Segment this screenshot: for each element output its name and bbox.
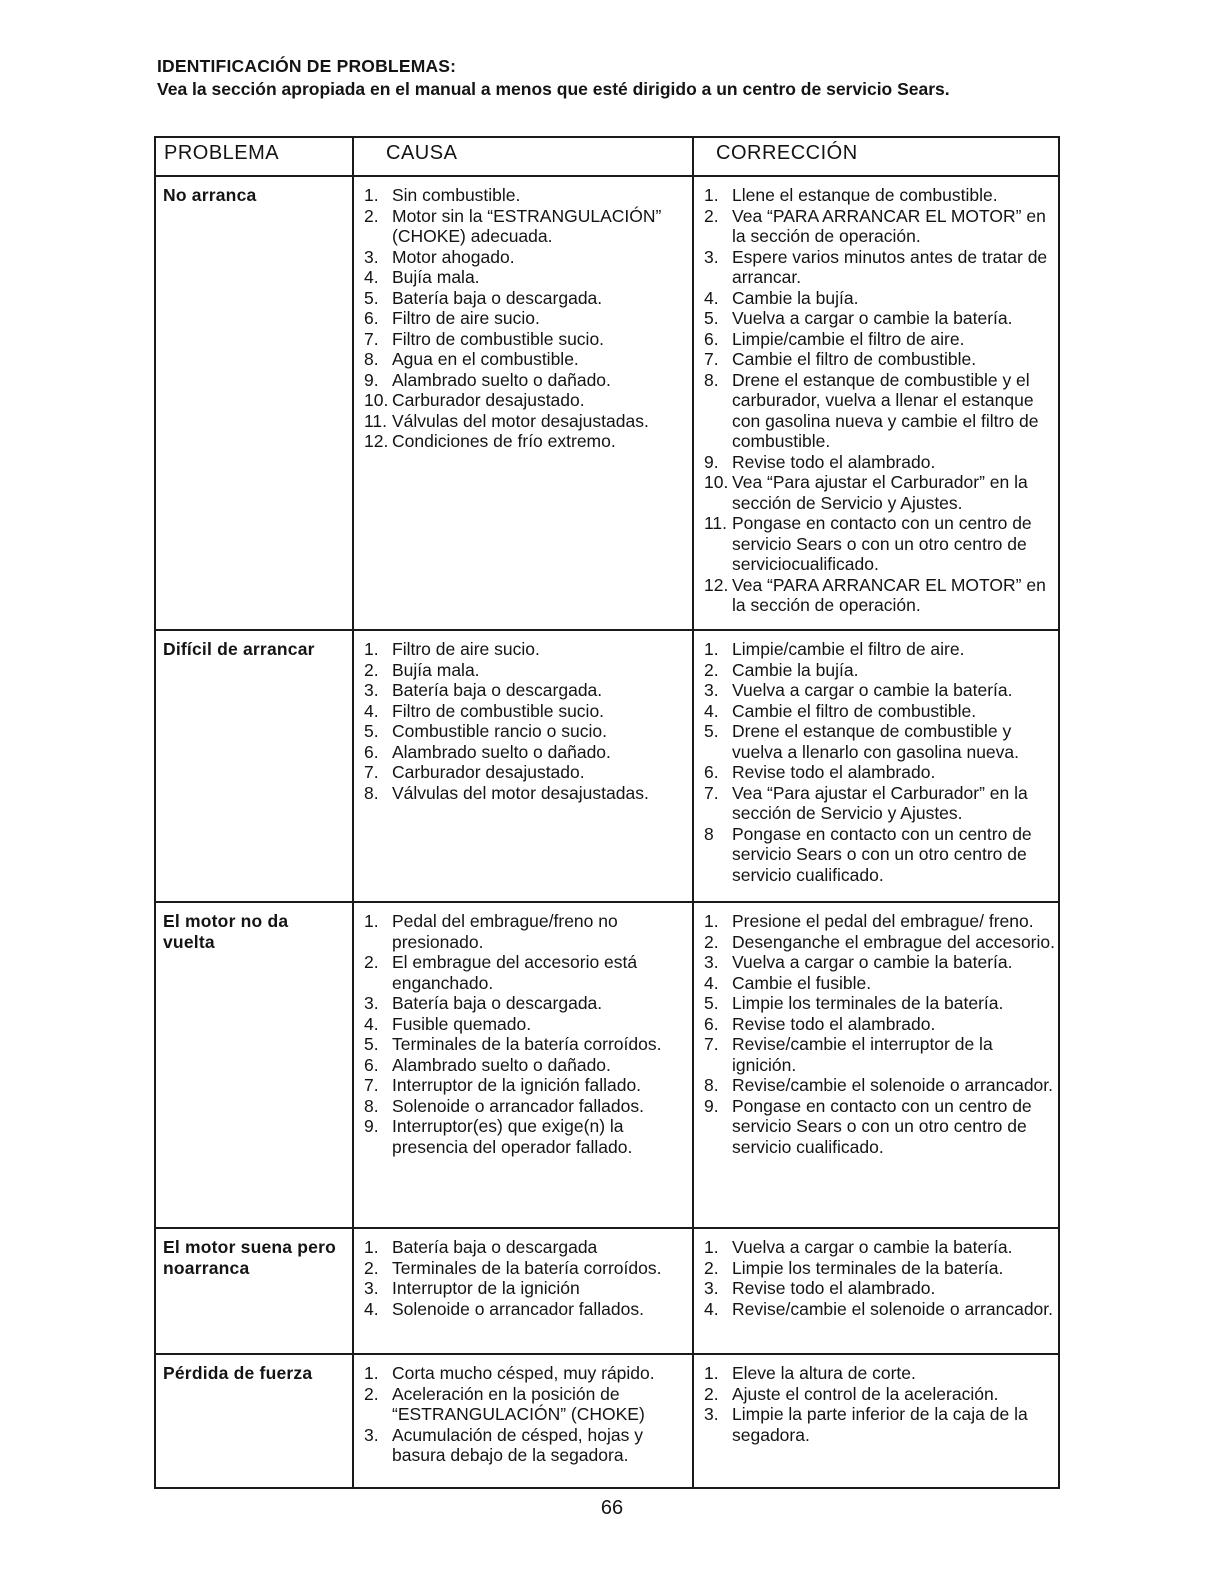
correction-item bbox=[704, 370, 1056, 452]
item-text: Filtro de aire sucio. bbox=[392, 308, 540, 328]
correction-item bbox=[704, 973, 1056, 994]
cause-item bbox=[364, 1075, 690, 1096]
correction-item bbox=[704, 1278, 1056, 1299]
item-text: Vuelva a cargar o cambie la batería. bbox=[732, 680, 1013, 700]
correction-item bbox=[704, 308, 1056, 329]
item-number: 2. bbox=[364, 952, 379, 972]
cause-cell bbox=[353, 176, 693, 630]
correction-item bbox=[704, 824, 1056, 886]
cause-item bbox=[364, 952, 690, 993]
item-number: 12. bbox=[704, 574, 729, 595]
item-text: Motor ahogado. bbox=[392, 246, 515, 267]
item-text: Batería baja o descargada. bbox=[392, 993, 603, 1013]
item-text: Revise/cambie el interruptor de la ignición. bbox=[732, 1034, 993, 1075]
item-text: Cambie la bujía. bbox=[732, 287, 859, 308]
item-number: 3. bbox=[704, 952, 719, 972]
header-cause: CAUSA bbox=[353, 137, 693, 176]
item-number: 11. bbox=[364, 410, 388, 431]
problem-cell: No arranca bbox=[155, 176, 353, 630]
item-text: Agua en el combustible. bbox=[392, 349, 579, 369]
cause-cell bbox=[353, 902, 693, 1228]
item-text: Batería baja o descargada. bbox=[392, 287, 603, 308]
item-text: Batería baja o descargada. bbox=[392, 680, 603, 700]
correction-item bbox=[704, 911, 1056, 932]
item-number: 1. bbox=[704, 185, 719, 205]
correction-item bbox=[704, 762, 1056, 783]
item-text: Llene el estanque de combustible. bbox=[732, 185, 998, 205]
item-number: 2. bbox=[704, 1257, 719, 1278]
item-text: Carburador desajustado. bbox=[392, 390, 585, 410]
item-number: 2. bbox=[704, 1383, 719, 1404]
cause-item bbox=[364, 206, 690, 247]
item-text: Interruptor de la ignición bbox=[392, 1278, 580, 1298]
cause-item bbox=[364, 329, 690, 350]
cause-item bbox=[364, 1384, 690, 1425]
cause-item bbox=[364, 1014, 690, 1035]
item-text: Revise todo el alambrado. bbox=[732, 1013, 936, 1034]
table-row bbox=[155, 1354, 1059, 1488]
item-text: Limpie los terminales de la batería. bbox=[732, 1257, 1004, 1278]
cause-item bbox=[364, 247, 690, 268]
item-text: Vuelva a cargar o cambie la batería. bbox=[732, 952, 1013, 972]
item-number: 1. bbox=[704, 1363, 719, 1383]
correction-item bbox=[704, 349, 1056, 370]
item-text: Filtro de combustible sucio. bbox=[392, 700, 605, 721]
item-text: Pongase en contacto con un centro de servicio Sears o con un otro centro de servicio cualificado. bbox=[732, 823, 1032, 885]
cause-cell bbox=[353, 1228, 693, 1354]
correction-item bbox=[704, 783, 1056, 824]
correction-item bbox=[704, 513, 1056, 575]
cause-item bbox=[364, 1055, 690, 1076]
item-text: Bujía mala. bbox=[392, 659, 480, 680]
item-text: Alambrado suelto o dañado. bbox=[392, 741, 611, 762]
item-number: 2. bbox=[704, 659, 719, 680]
correction-item bbox=[704, 701, 1056, 722]
cause-item bbox=[364, 993, 690, 1014]
item-number: 1. bbox=[704, 1237, 719, 1257]
correction-item bbox=[704, 1384, 1056, 1405]
item-number: 1. bbox=[364, 1237, 379, 1257]
cause-item bbox=[364, 1258, 690, 1279]
item-number: 3. bbox=[704, 246, 719, 267]
item-number: 4. bbox=[364, 267, 379, 287]
item-number: 3. bbox=[364, 246, 379, 267]
item-number: 7. bbox=[364, 762, 379, 782]
item-text: Interruptor de la ignición fallado. bbox=[392, 1075, 642, 1095]
correction-item bbox=[704, 206, 1056, 247]
cause-item bbox=[364, 390, 690, 411]
problem-cell: El motor no da vuelta bbox=[155, 902, 353, 1228]
item-number: 1. bbox=[704, 639, 719, 659]
item-text: Batería baja o descargada bbox=[392, 1237, 598, 1257]
item-number: 1. bbox=[364, 1363, 379, 1383]
correction-cell bbox=[693, 176, 1059, 630]
item-text: Vea “Para ajustar el Carburador” en la sección de Servicio y Ajustes. bbox=[732, 782, 1028, 823]
item-text: Vea “PARA ARRANCAR EL MOTOR” en la sección de operación. bbox=[732, 574, 1046, 615]
problem-cell: El motor suena pero noarranca bbox=[155, 1228, 353, 1354]
item-number: 10. bbox=[364, 390, 389, 410]
table-row bbox=[155, 630, 1059, 902]
table-row bbox=[155, 902, 1059, 1228]
correction-item bbox=[704, 452, 1056, 473]
cause-item bbox=[364, 660, 690, 681]
item-number: 2. bbox=[704, 931, 719, 952]
correction-item bbox=[704, 1299, 1056, 1320]
cause-item bbox=[364, 1237, 690, 1258]
item-text: Cambie el filtro de combustible. bbox=[732, 700, 977, 721]
item-number: 5. bbox=[704, 721, 719, 741]
item-number: 4. bbox=[364, 1013, 379, 1034]
correction-item bbox=[704, 1096, 1056, 1158]
correction-cell bbox=[693, 902, 1059, 1228]
correction-item bbox=[704, 288, 1056, 309]
cause-item bbox=[364, 1278, 690, 1299]
item-number: 9. bbox=[364, 369, 379, 390]
item-number: 8. bbox=[364, 782, 379, 803]
item-number: 2. bbox=[364, 659, 379, 680]
correction-item bbox=[704, 932, 1056, 953]
item-number: 6. bbox=[704, 762, 719, 782]
item-text: Espere varios minutos antes de tratar de arrancar. bbox=[732, 246, 1048, 287]
cause-item bbox=[364, 411, 690, 432]
cause-item bbox=[364, 1425, 690, 1466]
header-correction: CORRECCIÓN bbox=[693, 137, 1059, 176]
item-text: Vuelva a cargar o cambie la batería. bbox=[732, 1237, 1013, 1257]
item-text: Cambie el filtro de combustible. bbox=[732, 349, 977, 369]
cause-item bbox=[364, 783, 690, 804]
item-text: Vea “Para ajustar el Carburador” en la sección de Servicio y Ajustes. bbox=[732, 472, 1028, 513]
item-number: 9. bbox=[704, 1095, 719, 1116]
cause-item bbox=[364, 1116, 690, 1157]
cause-item bbox=[364, 742, 690, 763]
item-text: Revise/cambie el solenoide o arrancador. bbox=[732, 1298, 1054, 1319]
table-row bbox=[155, 1228, 1059, 1354]
cause-item bbox=[364, 185, 690, 206]
item-number: 3. bbox=[704, 680, 719, 700]
item-number: 5. bbox=[704, 308, 719, 328]
correction-item bbox=[704, 1404, 1056, 1445]
item-number: 6. bbox=[704, 1013, 719, 1034]
item-number: 7. bbox=[704, 782, 719, 803]
item-text: Alambrado suelto o dañado. bbox=[392, 369, 611, 390]
correction-item bbox=[704, 1237, 1056, 1258]
item-text: Pongase en contacto con un centro de servicio Sears o con un otro centro de servicio cualificado. bbox=[732, 1095, 1032, 1157]
correction-item bbox=[704, 952, 1056, 973]
item-text: Pongase en contacto con un centro de servicio Sears o con un otro centro de serviciocualificado. bbox=[732, 513, 1032, 574]
item-text: Alambrado suelto o dañado. bbox=[392, 1054, 611, 1075]
correction-cell bbox=[693, 1354, 1059, 1488]
item-number: 3. bbox=[364, 680, 379, 700]
item-number: 6. bbox=[364, 1054, 379, 1075]
item-number: 8. bbox=[704, 1075, 719, 1095]
cause-item bbox=[364, 267, 690, 288]
problem-cell: Pérdida de fuerza bbox=[155, 1354, 353, 1488]
item-text: Vuelva a cargar o cambie la batería. bbox=[732, 308, 1013, 328]
correction-cell bbox=[693, 630, 1059, 902]
item-number: 7. bbox=[704, 1034, 719, 1054]
item-number: 9. bbox=[704, 451, 719, 472]
cause-item bbox=[364, 349, 690, 370]
item-text: El embrague del accesorio está enganchado. bbox=[392, 952, 638, 993]
cause-item bbox=[364, 680, 690, 701]
cause-cell bbox=[353, 1354, 693, 1488]
cause-item bbox=[364, 370, 690, 391]
cause-item bbox=[364, 639, 690, 660]
item-text: Bujía mala. bbox=[392, 267, 480, 287]
item-text: Interruptor(es) que exige(n) la presencia del operador fallado. bbox=[392, 1116, 633, 1157]
troubleshooting-table bbox=[154, 136, 1060, 1489]
item-text: Terminales de la batería corroídos. bbox=[392, 1257, 662, 1278]
item-number: 8. bbox=[364, 1095, 379, 1116]
item-number: 3. bbox=[364, 993, 379, 1013]
item-number: 6. bbox=[364, 741, 379, 762]
item-text: Aceleración en la posición de “ESTRANGULACIÓN” (CHOKE) bbox=[392, 1383, 645, 1424]
item-number: 5. bbox=[364, 1034, 379, 1054]
item-text: Fusible quemado. bbox=[392, 1013, 532, 1034]
item-number: 2. bbox=[364, 205, 379, 226]
correction-item bbox=[704, 329, 1056, 350]
item-number: 8. bbox=[704, 369, 719, 390]
item-number: 6. bbox=[704, 328, 719, 349]
item-text: Cambie el fusible. bbox=[732, 972, 872, 993]
item-number: 2. bbox=[364, 1257, 379, 1278]
item-text: Válvulas del motor desajustadas. bbox=[392, 410, 649, 431]
item-number: 4. bbox=[704, 700, 719, 721]
page-number: 66 bbox=[600, 1497, 624, 1519]
table-row bbox=[155, 176, 1059, 630]
correction-item bbox=[704, 660, 1056, 681]
item-text: Corta mucho césped, muy rápido. bbox=[392, 1363, 655, 1383]
correction-item bbox=[704, 1363, 1056, 1384]
item-number: 3. bbox=[364, 1424, 379, 1445]
item-number: 3. bbox=[704, 1278, 719, 1298]
problem-cell: Difícil de arrancar bbox=[155, 630, 353, 902]
item-number: 4. bbox=[704, 287, 719, 308]
item-number: 7. bbox=[364, 1075, 379, 1095]
item-text: Desenganche el embrague del accesorio. bbox=[732, 931, 1055, 952]
item-text: Revise todo el alambrado. bbox=[732, 762, 936, 782]
item-number: 1. bbox=[364, 639, 379, 659]
cause-item bbox=[364, 721, 690, 742]
item-text: Revise/cambie el solenoide o arrancador. bbox=[732, 1075, 1054, 1095]
item-number: 8 bbox=[704, 823, 714, 844]
cause-item bbox=[364, 1096, 690, 1117]
item-number: 2. bbox=[364, 1383, 379, 1404]
correction-item bbox=[704, 993, 1056, 1014]
item-text: Solenoide o arrancador fallados. bbox=[392, 1298, 644, 1319]
item-number: 10. bbox=[704, 472, 729, 492]
item-number: 4. bbox=[704, 1298, 719, 1319]
correction-item bbox=[704, 472, 1056, 513]
cause-item bbox=[364, 308, 690, 329]
item-text: Limpie/cambie el filtro de aire. bbox=[732, 639, 965, 659]
correction-item bbox=[704, 1075, 1056, 1096]
item-text: Drene el estanque de combustible y vuelva a llenarlo con gasolina nueva. bbox=[732, 721, 1019, 762]
table-header-row bbox=[155, 137, 1059, 176]
item-number: 4. bbox=[364, 1298, 379, 1319]
correction-item bbox=[704, 247, 1056, 288]
section-title: IDENTIFICACIÓN DE PROBLEMAS: bbox=[157, 56, 457, 76]
item-number: 1. bbox=[704, 911, 719, 931]
cause-item bbox=[364, 762, 690, 783]
item-text: Pedal del embrague/freno no presionado. bbox=[392, 911, 618, 952]
item-number: 1. bbox=[364, 911, 379, 931]
correction-item bbox=[704, 721, 1056, 762]
cause-item bbox=[364, 1299, 690, 1320]
cause-item bbox=[364, 701, 690, 722]
correction-item bbox=[704, 639, 1056, 660]
item-number: 11. bbox=[704, 513, 728, 533]
correction-item bbox=[704, 1258, 1056, 1279]
section-subtitle: Vea la sección apropiada en el manual a menos que esté dirigido a un centro de servicio Sears. bbox=[157, 79, 950, 99]
cause-cell bbox=[353, 630, 693, 902]
item-text: Filtro de aire sucio. bbox=[392, 639, 540, 659]
cause-item bbox=[364, 431, 690, 452]
item-text: Limpie los terminales de la batería. bbox=[732, 993, 1004, 1013]
item-number: 5. bbox=[704, 993, 719, 1013]
cause-item bbox=[364, 1363, 690, 1384]
item-number: 4. bbox=[704, 972, 719, 993]
item-number: 6. bbox=[364, 308, 379, 328]
correction-item bbox=[704, 680, 1056, 701]
item-number: 7. bbox=[704, 349, 719, 369]
item-text: Filtro de combustible sucio. bbox=[392, 328, 605, 349]
item-number: 2. bbox=[704, 205, 719, 226]
item-number: 8. bbox=[364, 349, 379, 369]
item-text: Combustible rancio o sucio. bbox=[392, 721, 607, 741]
item-text: Cambie la bujía. bbox=[732, 659, 859, 680]
item-text: Vea “PARA ARRANCAR EL MOTOR” en la sección de operación. bbox=[732, 205, 1046, 246]
item-number: 4. bbox=[364, 700, 379, 721]
item-number: 3. bbox=[704, 1404, 719, 1424]
item-text: Revise todo el alambrado. bbox=[732, 1278, 936, 1298]
header-problem: PROBLEMA bbox=[155, 137, 353, 176]
item-text: Drene el estanque de combustible y el carburador, vuelva a llenar el estanque con gasolina nueva y cambie el filtro de combustible. bbox=[732, 369, 1039, 451]
item-text: Carburador desajustado. bbox=[392, 762, 585, 782]
cause-item bbox=[364, 1034, 690, 1055]
item-text: Acumulación de césped, hojas y basura debajo de la segadora. bbox=[392, 1424, 643, 1465]
cause-item bbox=[364, 288, 690, 309]
item-text: Válvulas del motor desajustadas. bbox=[392, 782, 649, 803]
item-number: 1. bbox=[364, 185, 379, 205]
item-text: Ajuste el control de la aceleración. bbox=[732, 1383, 999, 1404]
item-number: 9. bbox=[364, 1116, 379, 1136]
page-heading bbox=[157, 55, 1057, 100]
correction-item bbox=[704, 575, 1056, 616]
item-text: Limpie la parte inferior de la caja de la segadora. bbox=[732, 1404, 1028, 1445]
item-text: Condiciones de frío extremo. bbox=[392, 431, 616, 451]
item-text: Motor sin la “ESTRANGULACIÓN” (CHOKE) adecuada. bbox=[392, 205, 662, 246]
item-number: 5. bbox=[364, 287, 379, 308]
cause-item bbox=[364, 911, 690, 952]
correction-item bbox=[704, 1014, 1056, 1035]
item-text: Solenoide o arrancador fallados. bbox=[392, 1095, 644, 1116]
item-text: Eleve la altura de corte. bbox=[732, 1363, 916, 1383]
correction-item bbox=[704, 1034, 1056, 1075]
item-number: 12. bbox=[364, 431, 389, 451]
item-text: Revise todo el alambrado. bbox=[732, 451, 936, 472]
item-text: Limpie/cambie el filtro de aire. bbox=[732, 328, 965, 349]
item-number: 7. bbox=[364, 328, 379, 349]
correction-item bbox=[704, 185, 1056, 206]
table-body bbox=[155, 176, 1059, 1488]
item-text: Presione el pedal del embrague/ freno. bbox=[732, 911, 1034, 931]
item-text: Sin combustible. bbox=[392, 185, 521, 205]
item-text: Terminales de la batería corroídos. bbox=[392, 1034, 662, 1054]
correction-cell bbox=[693, 1228, 1059, 1354]
item-number: 3. bbox=[364, 1278, 379, 1298]
item-number: 5. bbox=[364, 721, 379, 741]
